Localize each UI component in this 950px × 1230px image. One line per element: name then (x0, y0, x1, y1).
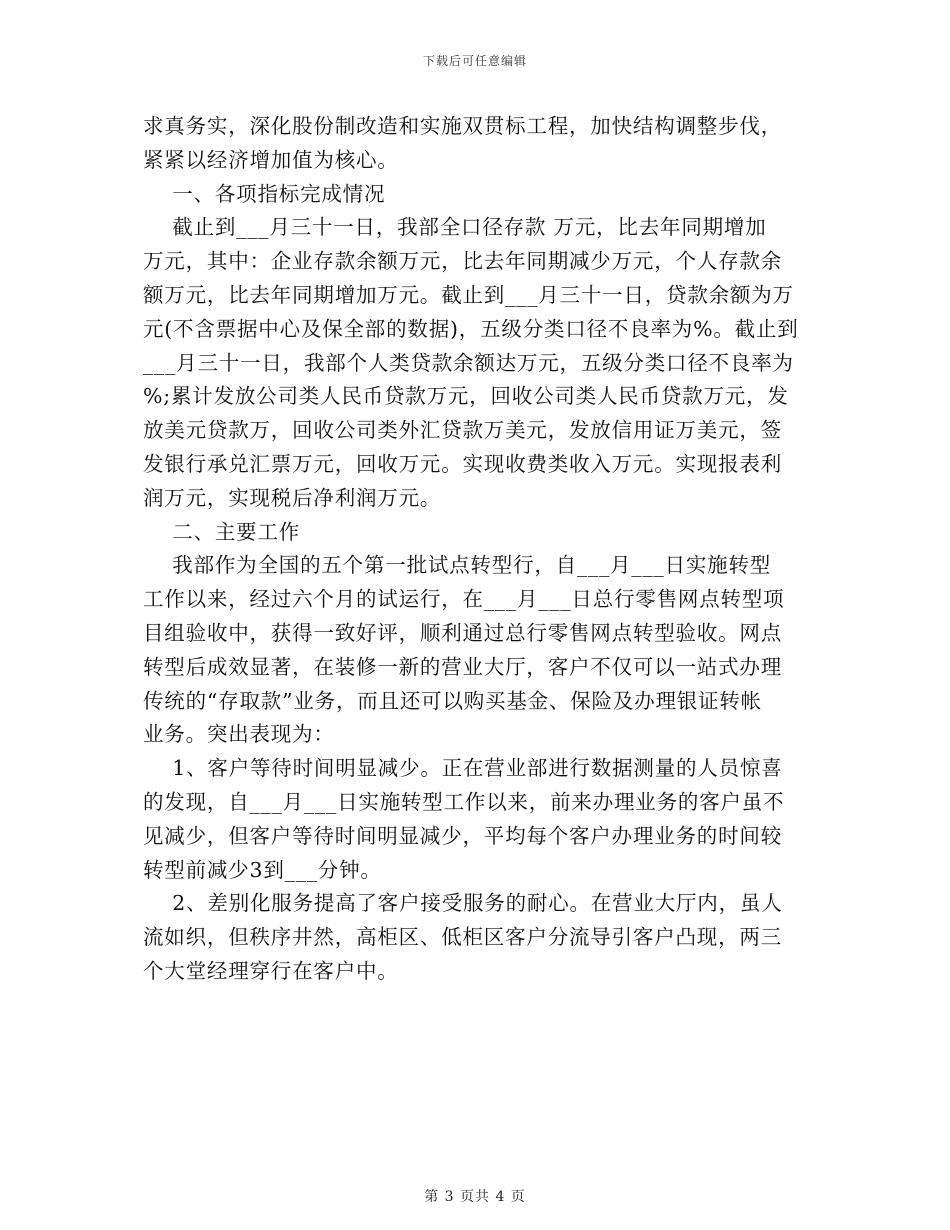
body-line: 截止到___月三十一日，我部全口径存款 万元，比去年同期增加 (143, 215, 767, 240)
body-line: 求真务实，深化股份制改造和实施双贯标工程，加快结构调整步伐， (143, 114, 782, 138)
body-line: 万元，其中：企业存款余额万元，比去年同期减少万元，个人存款余 (143, 249, 782, 274)
section-heading: 二、主要工作 (143, 519, 301, 544)
body-line: 个大堂经理穿行在客户中。 (143, 958, 399, 983)
document-body (143, 110, 805, 989)
body-line: 业务。突出表现为： (143, 722, 335, 747)
body-line: 2、差别化服务提高了客户接受服务的耐心。在营业大厅内，虽人 (143, 891, 783, 916)
body-line: 的发现，自___月___日实施转型工作以来，前来办理业务的客户虽不 (143, 789, 785, 814)
body-line: 紧紧以经济增加值为核心。 (143, 147, 399, 172)
section-heading: 一、各项指标完成情况 (143, 181, 386, 206)
page-header: 下载后可任意编辑 (422, 54, 527, 68)
body-line: 转型后成效显著，在装修一新的营业大厅，客户不仅可以一站式办理 (143, 654, 782, 679)
body-line: 目组验收中，获得一致好评，顺利通过总行零售网点转型验收。网点 (143, 620, 782, 645)
body-line: %;累计发放公司类人民币贷款万元，回收公司类人民币贷款万元，发 (143, 384, 789, 409)
body-line: 元(不含票据中心及保全部的数据)，五级分类口径不良率为%。截止到 (143, 316, 799, 341)
body-line: 放美元贷款万，回收公司类外汇贷款万美元，发放信用证万美元，签 (143, 418, 782, 443)
body-line: 传统的“存取款”业务，而且还可以购买基金、保险及办理银证转帐 (143, 688, 762, 713)
body-line: 1、客户等待时间明显减少。正在营业部进行数据测量的人员惊喜 (143, 756, 783, 781)
body-line: 发银行承兑汇票万元，回收万元。实现收费类收入万元。实现报表利 (143, 451, 782, 476)
body-line: 润万元，实现税后净利润万元。 (143, 485, 442, 510)
body-line: 工作以来，经过六个月的试运行，在___月___日总行零售网点转型项 (143, 587, 785, 612)
body-line: 我部作为全国的五个第一批试点转型行，自___月___日实施转型 (143, 553, 772, 578)
body-line: 额万元，比去年同期增加万元。截止到___月三十一日，贷款余额为万 (143, 282, 794, 307)
page-footer: 第 3 页共 4 页 (424, 1189, 526, 1205)
body-line: ___月三十一日，我部个人类贷款余额达万元，五级分类口径不良率为 (143, 350, 794, 375)
body-line: 转型前减少3到___分钟。 (143, 857, 382, 882)
body-line: 流如织，但秩序井然，高柜区、低柜区客户分流导引客户凸现，两三 (143, 925, 782, 950)
body-line: 见减少，但客户等待时间明显减少，平均每个客户办理业务的时间较 (143, 823, 782, 848)
